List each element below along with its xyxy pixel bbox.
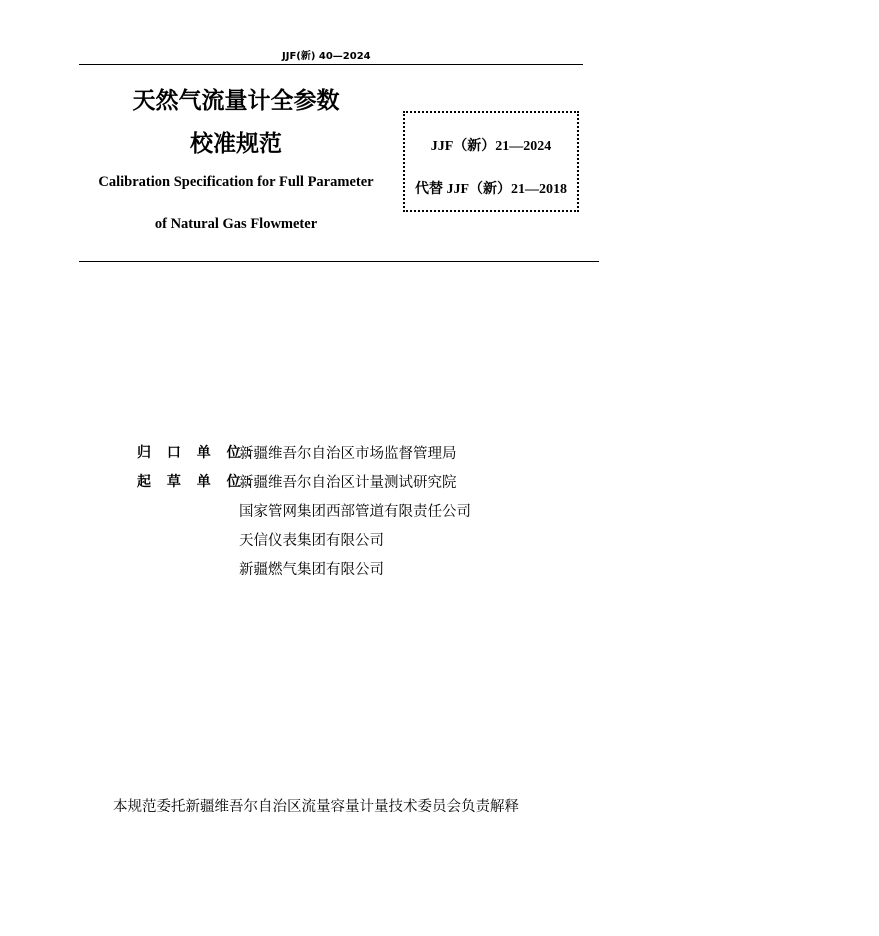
responsible-unit-value: 新疆维吾尔自治区市场监督管理局: [239, 446, 457, 462]
drafting-unit-4: 新疆燃气集团有限公司: [239, 562, 384, 578]
title-chinese-line-2: 校准规范: [190, 131, 282, 157]
title-rule: [79, 261, 599, 262]
specification-code-box: [403, 111, 579, 212]
interpretation-note: 本规范委托新疆维吾尔自治区流量容量计量技术委员会负责解释: [113, 799, 519, 815]
specification-code: JJF（新）21—2024: [430, 139, 552, 154]
title-chinese-line-1: 天然气流量计全参数: [132, 88, 340, 114]
drafting-unit-2: 国家管网集团西部管道有限责任公司: [239, 504, 471, 520]
document-header-code: JJF(新) 40—2024: [282, 51, 371, 62]
header-rule: [79, 64, 583, 65]
responsible-unit-label: 归 口 单 位：: [137, 445, 266, 461]
drafting-unit-label: 起 草 单 位：: [137, 474, 266, 490]
drafting-unit-1: 新疆维吾尔自治区计量测试研究院: [239, 475, 457, 491]
title-english-line-2: of Natural Gas Flowmeter: [154, 216, 318, 232]
drafting-unit-3: 天信仪表集团有限公司: [239, 533, 384, 549]
replaced-specification-code: 代替 JJF（新）21—2018: [414, 182, 568, 197]
title-english-line-1: Calibration Specification for Full Parameter: [98, 174, 374, 190]
